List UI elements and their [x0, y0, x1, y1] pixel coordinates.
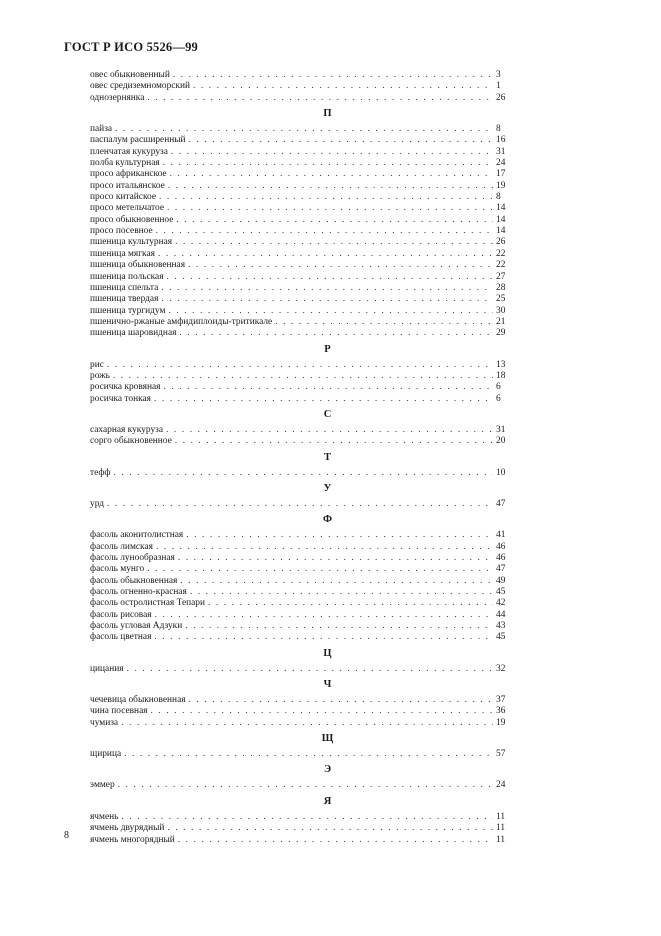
index-entry-page: 25: [496, 294, 506, 305]
index-entry-page: 43: [496, 621, 506, 632]
index-entry: [90, 632, 520, 643]
index-entry-page: 8: [496, 124, 501, 135]
index-entry: [90, 81, 520, 92]
dot-leader: [171, 147, 493, 158]
index-entry: [90, 237, 520, 248]
dot-leader: [163, 382, 493, 393]
index-entry-term: овес обыкновенный: [90, 70, 170, 80]
index-entry: [90, 621, 520, 632]
index-entry-term: однозернянка: [90, 92, 145, 103]
index-entry: [90, 598, 520, 609]
index-entry-page: 26: [496, 237, 506, 248]
index-entry-term: пшеница тургидум: [90, 305, 166, 316]
index-entry-page: 26: [496, 92, 506, 103]
index-entry-page: 24: [496, 158, 506, 169]
index-entry: [90, 226, 520, 237]
index-entry-term: просо обыкновенное: [90, 214, 174, 225]
index-entry: [90, 317, 520, 328]
index-entry-term: пшеница мягкая: [90, 248, 155, 259]
index-letter-heading: Т: [323, 451, 331, 463]
index-entry: [90, 124, 520, 135]
index-entry-page: 27: [496, 271, 506, 282]
dot-leader: [166, 425, 493, 436]
index-entry-page: 11: [496, 823, 506, 834]
dot-leader: [176, 215, 493, 226]
dot-leader: [161, 283, 493, 294]
index-entry: [90, 610, 520, 621]
dot-leader: [107, 360, 493, 371]
index-letter-heading: Ц: [323, 647, 332, 659]
index-entry-term: фасоль лимская: [90, 541, 153, 552]
dot-leader: [189, 135, 493, 146]
index-entry: [90, 203, 520, 214]
index-entry: [90, 823, 520, 834]
index-entry: [90, 695, 520, 706]
index-entry-page: 44: [496, 609, 506, 620]
index-entry-page: 16: [496, 135, 506, 146]
index-entry: [90, 328, 520, 339]
dot-leader: [178, 553, 493, 564]
index-entry-page: 30: [496, 305, 506, 316]
dot-leader: [161, 294, 493, 305]
index-entry-term: овес средиземноморский: [90, 81, 191, 92]
index-entry-page: 13: [496, 359, 506, 370]
index-entry: [90, 260, 520, 271]
index-letter-heading: Ф: [322, 514, 333, 526]
index-entry: [90, 283, 520, 294]
index-entry: [90, 215, 520, 226]
index-entry: [90, 135, 520, 146]
dot-leader: [168, 306, 493, 317]
index-entry-page: 46: [496, 553, 506, 563]
index-entry-page: 57: [496, 749, 506, 760]
index-entry-term: чечевица обыкновенная: [90, 695, 186, 706]
index-entry: [90, 706, 520, 717]
index-entry-page: 21: [496, 316, 506, 327]
index-entry-term: сорго обыкновенное: [90, 436, 172, 447]
document-header: ГОСТ Р ИСО 5526—99: [64, 40, 198, 54]
index-entry: [90, 542, 520, 553]
index-entry-term: фасоль угловая Адзуки: [90, 621, 183, 632]
index-entry-term: фасоль цветная: [90, 632, 152, 643]
index-letter-heading: Р: [324, 343, 331, 355]
dot-leader: [189, 695, 493, 706]
dot-leader: [121, 812, 493, 823]
index-entry-page: 31: [496, 424, 506, 435]
index-entry-page: 1: [496, 81, 501, 92]
index-letter-heading: Я: [323, 795, 332, 807]
index-entry-term: фасоль мунго: [90, 564, 145, 575]
index-entry: [90, 249, 520, 260]
index-entry: [90, 371, 520, 382]
index-entry-term: сахарная кукуруза: [90, 424, 164, 435]
dot-leader: [113, 468, 493, 479]
index-letter-heading: Э: [323, 764, 332, 776]
index-entry-page: 22: [496, 248, 506, 259]
dot-leader: [154, 394, 493, 405]
index-entry-page: 49: [496, 575, 506, 586]
index-entry-page: 37: [496, 695, 506, 706]
dot-leader: [163, 158, 493, 169]
index-entry: [90, 564, 520, 575]
dot-leader: [167, 203, 493, 214]
index-entry-term: фасоль остролистная Тепари: [90, 598, 206, 609]
index-entry: [90, 530, 520, 541]
index-letter-heading: С: [323, 408, 332, 420]
index-entry: [90, 70, 520, 81]
dot-leader: [188, 260, 493, 271]
index-entry-page: 11: [496, 811, 506, 822]
index-entry-page: 46: [496, 541, 506, 552]
index-entry-term: полба культурная: [90, 158, 160, 169]
index-entry: [90, 192, 520, 203]
index-entry-term: пленчатая кукуруза: [90, 146, 168, 157]
index-entry: [90, 499, 520, 510]
index-entry: [90, 576, 520, 587]
index-entry-term: пшеница польская: [90, 271, 164, 282]
index-letter-heading: Ч: [323, 679, 332, 691]
index-entry: [90, 93, 520, 104]
index-entry-term: пшеница твердая: [90, 294, 159, 305]
dot-leader: [159, 192, 493, 203]
dot-leader: [190, 587, 493, 598]
index-entry-page: 42: [496, 598, 506, 609]
index-entry: [90, 294, 520, 305]
index-entry: [90, 181, 520, 192]
dot-leader: [151, 706, 493, 717]
dot-leader: [156, 542, 493, 553]
dot-leader: [156, 226, 493, 237]
dot-leader: [173, 70, 493, 81]
page-number: 8: [64, 830, 69, 841]
index-entry-term: пайза: [90, 124, 113, 135]
index-entry-page: 45: [496, 632, 506, 643]
index-entry: [90, 394, 520, 405]
index-entry-page: 36: [496, 706, 506, 717]
index-entry-term: фасоль лунообразная: [90, 553, 175, 563]
index-entry-page: 29: [496, 328, 506, 339]
dot-leader: [147, 564, 493, 575]
dot-leader: [158, 249, 493, 260]
dot-leader: [121, 718, 493, 729]
dot-leader: [124, 749, 493, 760]
index-entry-term: просо итальянское: [90, 180, 165, 191]
index-entry-page: 47: [496, 564, 506, 575]
index-entry: [90, 425, 520, 436]
index-entry-term: пшеница культурная: [90, 237, 173, 248]
index-entry: [90, 587, 520, 598]
index-entry-term: фасоль огненно-красная: [90, 587, 187, 598]
index-entry-page: 28: [496, 282, 506, 293]
index-entry-page: 19: [496, 180, 506, 191]
dot-leader: [167, 823, 493, 834]
index-entry-term: фасоль аконитолистная: [90, 530, 184, 541]
index-entry-term: паспалум расширенный: [90, 135, 186, 146]
index-entry-page: 14: [496, 214, 506, 225]
index-entry-page: 20: [496, 436, 506, 447]
index-entry-page: 45: [496, 587, 506, 598]
dot-leader: [186, 530, 493, 541]
index-letter-heading: П: [323, 108, 332, 120]
dot-leader: [178, 835, 493, 846]
index-entry-page: 31: [496, 146, 506, 157]
index-entry-page: 14: [496, 226, 506, 237]
dot-leader: [180, 576, 493, 587]
index-entry-term: просо посевное: [90, 226, 153, 237]
dot-leader: [275, 317, 493, 328]
index-entry-term: просо китайское: [90, 192, 156, 203]
index-entry-page: 22: [496, 260, 506, 271]
dot-leader: [155, 610, 493, 621]
index-entry-term: урд: [90, 498, 105, 509]
index-entry-page: 11: [496, 834, 506, 845]
index-entry-term: просо метельчатое: [90, 203, 164, 214]
index-entry-page: 3: [496, 70, 501, 80]
index-entry-page: 47: [496, 498, 506, 509]
index-entry-term: ячмень: [90, 811, 119, 822]
index-entry: [90, 382, 520, 393]
index-entry-page: 41: [496, 530, 506, 541]
dot-leader: [208, 598, 493, 609]
index-entry-page: 14: [496, 203, 506, 214]
alphabetical-index: [90, 70, 520, 846]
dot-leader: [185, 621, 493, 632]
dot-leader: [154, 632, 493, 643]
index-entry-term: пшеница обыкновенная: [90, 260, 186, 271]
dot-leader: [147, 93, 493, 104]
index-entry-page: 18: [496, 370, 506, 381]
index-entry-term: чина посевная: [90, 706, 148, 717]
index-entry: [90, 835, 520, 846]
dot-leader: [167, 272, 493, 283]
index-entry-term: щирица: [90, 749, 122, 760]
dot-leader: [118, 780, 493, 791]
index-entry-term: ячмень двурядный: [90, 823, 165, 834]
index-entry-page: 24: [496, 780, 506, 791]
index-entry-term: росичка тонкая: [90, 393, 151, 404]
dot-leader: [113, 371, 493, 382]
index-entry-term: эммер: [90, 780, 115, 791]
dot-leader: [107, 499, 493, 510]
index-entry-term: рис: [90, 359, 104, 370]
index-entry-term: росичка кровяная: [90, 382, 161, 393]
index-entry: [90, 718, 520, 729]
index-entry-term: пшенично-ржаные амфидиплоиды-тритикале: [90, 316, 273, 327]
index-entry-term: цицания: [90, 663, 124, 674]
index-entry-term: пшеница спельта: [90, 282, 159, 293]
index-entry-term: чумиза: [90, 717, 119, 728]
index-entry-page: 8: [496, 192, 501, 203]
index-letter-heading: У: [323, 482, 332, 494]
index-entry-term: фасоль обыкновенная: [90, 575, 178, 586]
index-entry: [90, 749, 520, 760]
index-entry: [90, 147, 520, 158]
dot-leader: [127, 664, 493, 675]
index-entry-term: рожь: [90, 370, 110, 381]
index-entry: [90, 169, 520, 180]
dot-leader: [170, 169, 493, 180]
dot-leader: [175, 237, 493, 248]
index-entry-term: пшеница шаровидная: [90, 328, 177, 339]
index-entry-term: просо африканское: [90, 169, 167, 180]
index-entry-term: ячмень многорядный: [90, 834, 175, 845]
dot-leader: [168, 181, 493, 192]
index-entry-page: 19: [496, 717, 506, 728]
index-entry: [90, 553, 520, 564]
dot-leader: [193, 81, 493, 92]
dot-leader: [175, 436, 493, 447]
index-entry: [90, 780, 520, 791]
index-entry-page: 32: [496, 663, 506, 674]
index-entry: [90, 158, 520, 169]
index-entry-page: 6: [496, 393, 501, 404]
index-entry: [90, 360, 520, 371]
index-entry-page: 17: [496, 169, 506, 180]
index-entry-page: 10: [496, 467, 506, 478]
index-entry: [90, 664, 520, 675]
index-entry: [90, 306, 520, 317]
index-entry-term: тефф: [90, 467, 111, 478]
index-entry: [90, 272, 520, 283]
index-entry: [90, 436, 520, 447]
dot-leader: [115, 124, 493, 135]
dot-leader: [179, 328, 493, 339]
index-entry-page: 6: [496, 382, 501, 393]
index-entry: [90, 468, 520, 479]
index-entry: [90, 812, 520, 823]
index-letter-heading: Щ: [321, 733, 334, 745]
index-entry-term: фасоль рисовая: [90, 609, 152, 620]
